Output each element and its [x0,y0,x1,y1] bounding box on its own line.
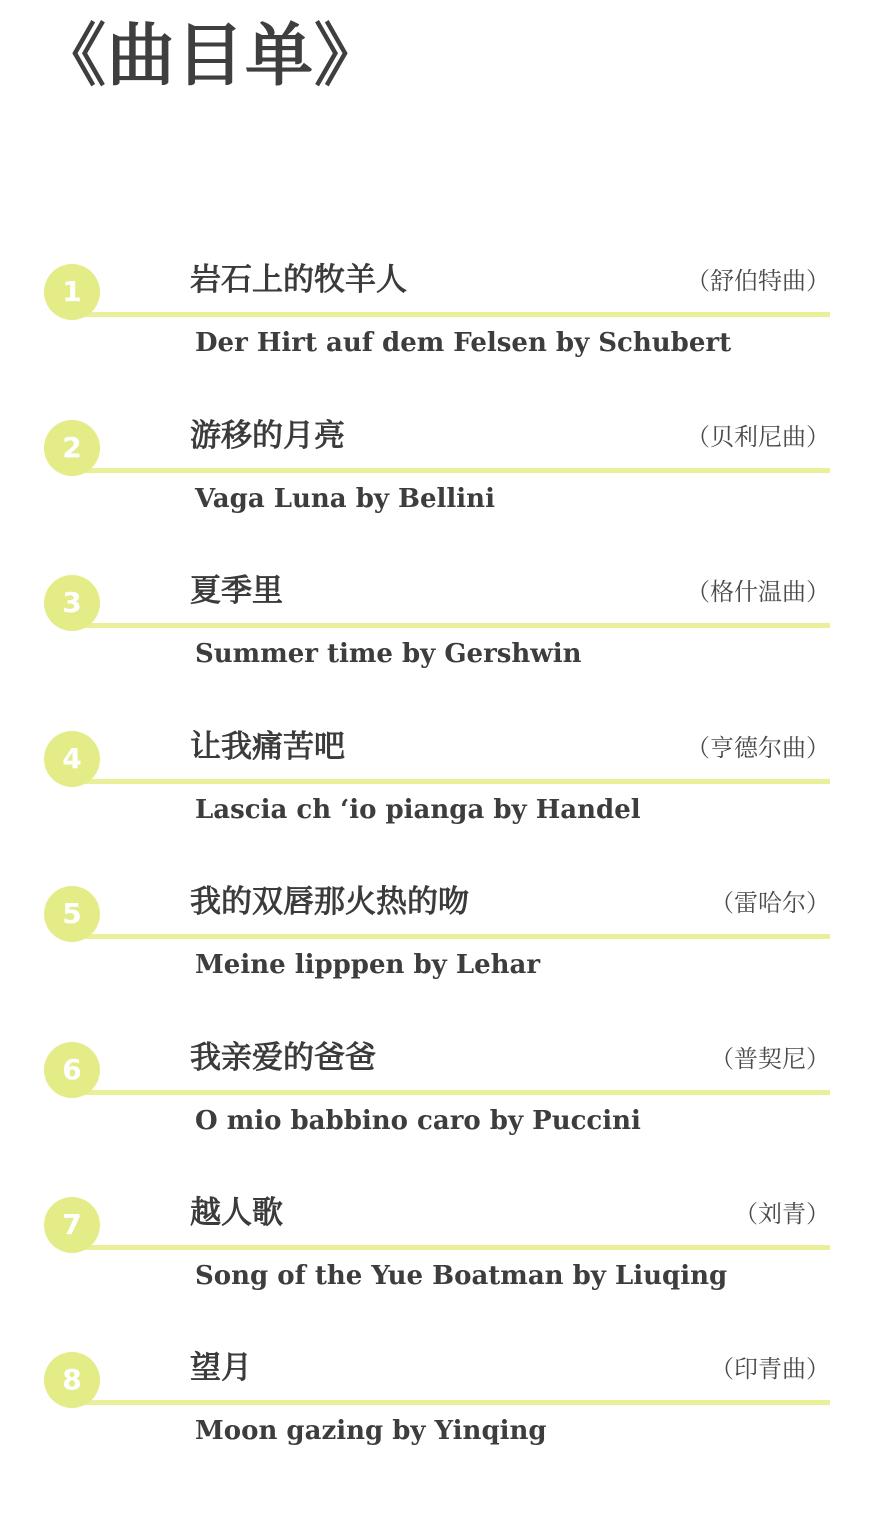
item-number-badge: 8 [44,1352,100,1408]
item-number-badge: 5 [44,886,100,942]
item-divider [64,468,830,473]
item-divider [64,623,830,628]
item-number-badge: 3 [44,575,100,631]
item-number-badge: 4 [44,731,100,787]
item-title-en: Vaga Luna by Bellini [195,484,495,514]
program-item-6 [0,1038,896,1168]
item-divider [64,1090,830,1095]
item-title-cn: 让我痛苦吧 [190,729,345,765]
item-divider [64,312,830,317]
item-composer-cn: （雷哈尔） [710,889,830,917]
program-item-8 [0,1348,896,1478]
item-composer-cn: （格什温曲） [686,578,830,606]
item-title-cn: 岩石上的牧羊人 [190,262,407,298]
item-title-en: O mio babbino caro by Puccini [195,1106,641,1136]
item-divider [64,1400,830,1405]
item-composer-cn: （舒伯特曲） [686,267,830,295]
item-title-en: Lascia ch ‘io pianga by Handel [195,795,641,825]
program-item-3 [0,571,896,701]
item-composer-cn: （印青曲） [710,1355,830,1383]
item-divider [64,1245,830,1250]
item-title-en: Meine lipppen by Lehar [195,950,541,980]
item-title-en: Song of the Yue Boatman by Liuqing [195,1261,728,1291]
program-item-1 [0,260,896,390]
item-number-badge: 1 [44,264,100,320]
item-composer-cn: （贝利尼曲） [686,423,830,451]
program-item-5 [0,882,896,1012]
item-number-badge: 2 [44,420,100,476]
item-number-badge: 6 [44,1042,100,1098]
item-title-en: Summer time by Gershwin [195,639,582,669]
item-divider [64,934,830,939]
item-divider [64,779,830,784]
item-title-cn: 我亲爱的爸爸 [190,1040,376,1076]
item-title-cn: 越人歌 [190,1195,283,1231]
item-title-en: Moon gazing by Yinqing [195,1416,547,1446]
program-item-4 [0,727,896,857]
program-item-7 [0,1193,896,1323]
item-title-cn: 我的双唇那火热的吻 [190,884,469,920]
item-number-badge: 7 [44,1197,100,1253]
item-title-cn: 夏季里 [190,573,283,609]
item-composer-cn: （刘青） [734,1200,830,1228]
page-title: 《曲目单》 [38,16,384,96]
program-item-2 [0,416,896,546]
item-title-cn: 游移的月亮 [190,418,345,454]
item-composer-cn: （普契尼） [710,1045,830,1073]
item-composer-cn: （亨德尔曲） [686,734,830,762]
item-title-en: Der Hirt auf dem Felsen by Schubert [195,328,732,358]
item-title-cn: 望月 [190,1350,252,1386]
